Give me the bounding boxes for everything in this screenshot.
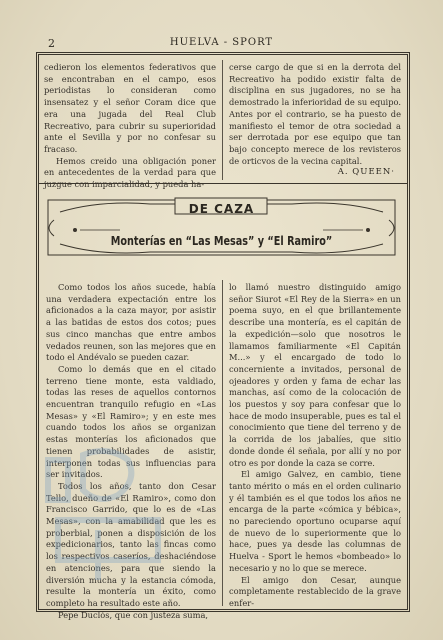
paragraph: Como todos los años sucede, había una verdadera expectación entre los aficionados a la caza mayor, por asistir a las batidas de estos dos cotos; pues sus cinco manchas que entre ambos vedados reunen, son las mejores que en todo el Andévalo se pueden cazar. (46, 282, 216, 363)
paragraph: El amigo Galvez, en cambio, tiene tanto mérito o más en el orden culinario y él también es el que todos los años ne encarga de la parte «cómica y bébica», no pareciendo oportuno ocuparse aquí de nuevo de lo superiormente que lo hace, pues ya desde las columnas de Huelva - Sport le hemos «bombeado» lo necesario y no lo que se merece. (229, 469, 401, 573)
column-divider (222, 60, 223, 180)
column-divider (222, 280, 223, 606)
paragraph: Pepe Duclós, que con justeza suma, (58, 609, 209, 620)
newspaper-title: HUELVA - SPORT (169, 37, 274, 48)
top-right-column (229, 62, 401, 167)
top-left-column (44, 62, 216, 191)
section-banner-title: DE CAZA (188, 202, 255, 216)
paragraph: cerse cargo de que si en la derrota del Recreativo ha podido existir falta de disciplina en sus jugadores, no se ha demostrado la inferioridad de su equipo. Antes por el contrario, se ha puesto de manifiesto el temor de otra sociedad a ser derrotada por ese equipo que tan bajo concepto merece de los revisteros de orticvos de la vecina capital. (229, 62, 401, 166)
paragraph: cedieron los elementos federativos que se encontraban en el campo, esos periodistas lo consideran como insensatez y el señor Coram dice que era una jugada del Real Club Recreativo, para cubrir su superioridad ante el Sevilla y por no confesar su fracaso. (44, 62, 216, 154)
paragraph: Todos los años, tanto don Cesar Tello, dueño de «El Ramiro», como don Francisco Garrido, que lo es de «Las Mesas», con la amabilidad que les es proberbial, ponen a disposición de los expedicionarios, tanto las fincas como los respectivos caseríos, deshaciéndose en atenciones, para que siendo la diversión mucha y la estancia cómoda, resulte la montería un éxito, como completo ha resultado este año. (46, 480, 216, 608)
paragraph: El amigo don Cesar, aunque completamente restablecido de la grave enfer- (229, 574, 401, 608)
article-right-column (229, 282, 401, 610)
author-signature: A. QUEEN· (337, 167, 395, 177)
section-rule (38, 183, 408, 184)
paragraph: lo llamó nuestro distinguido amigo señor Siurot «El Rey de la Sierra» en un poema suyo, en el que brillantemente describe una montería, es el capitán de la expedición—solo que nosotros le llamamos familiarmente «El Capitán M...» y el encargado de todo lo concerniente a invitados, personal de ojeadores y orden y fama de echar las manchas, así como de la colocación de los puestos y soy para confesar que lo hace de modo insuperable, pues es tal el conocimiento que tiene del terreno y de la corrida de los jabalíes, que sitio donde donde él señala, por allí y no por otro es por donde la caza se corre. (229, 282, 401, 468)
paragraph: Como lo demás que en el citado terreno tiene monte, esta valdiado, todas las reses de aquellos contornos encuentran tranquilo refugio en «Las Mesas» y «El Ramiro»; y en este mes cuando todos los años se organizan estas monterías los aficionados que tienen probabilidades de asistir, interponen todas sus influencias para ser invitados. (46, 363, 216, 480)
article-headline: Monterías en “Las Mesas” y “El Ramiro” (110, 233, 333, 248)
page-number: 2 (48, 37, 55, 50)
paragraph: Hemos creido una obligación poner en antecedentes de la verdad para que juzgue con imparcialidad, y pueda ha- (44, 155, 216, 190)
article-left-column (46, 282, 216, 621)
